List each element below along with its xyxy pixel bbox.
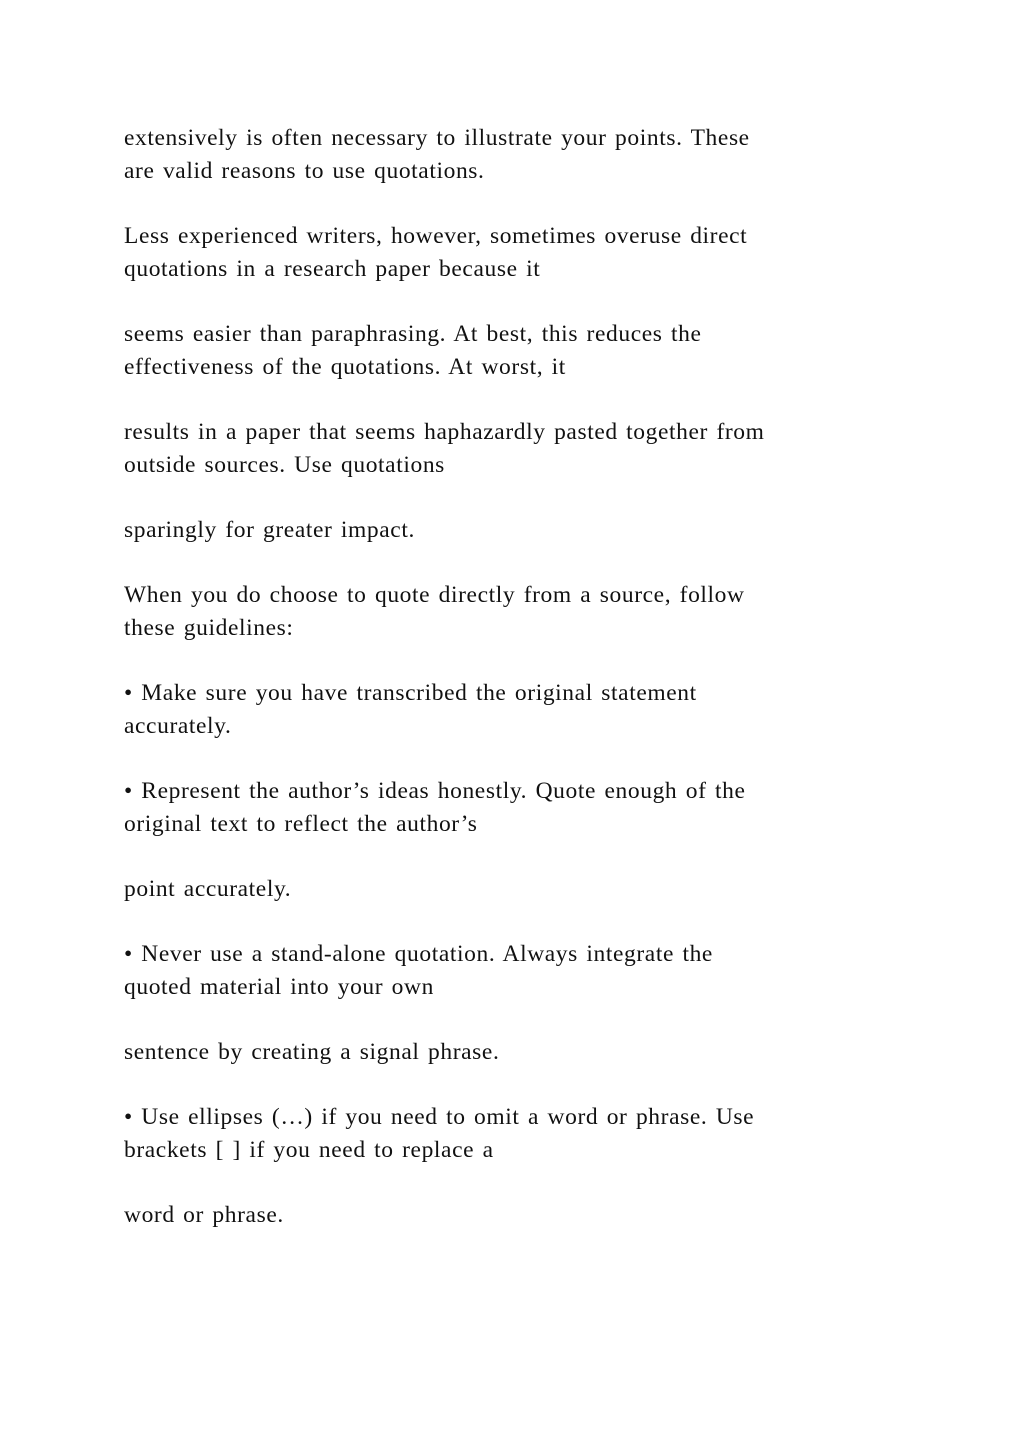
paragraph-line: brackets [ ] if you need to replace a — [124, 1137, 494, 1163]
paragraph-4 — [124, 416, 904, 482]
paragraph-line: quotations in a research paper because it — [124, 256, 541, 282]
paragraph-5 — [124, 514, 904, 547]
paragraph-2 — [124, 220, 904, 286]
paragraph-line: sentence by creating a signal phrase. — [124, 1039, 500, 1065]
paragraph-line: • Make sure you have transcribed the original statement — [124, 680, 697, 706]
bullet-item-4 — [124, 1101, 904, 1167]
paragraph-line: these guidelines: — [124, 615, 294, 641]
paragraph-continuation — [124, 873, 904, 906]
paragraph-continuation — [124, 1199, 904, 1232]
paragraph-line: original text to reflect the author’s — [124, 811, 478, 837]
paragraph-line: accurately. — [124, 713, 232, 739]
paragraph-line: outside sources. Use quotations — [124, 452, 445, 478]
paragraph-line: Less experienced writers, however, sometimes overuse direct — [124, 223, 748, 249]
paragraph-1 — [124, 122, 904, 188]
paragraph-line: are valid reasons to use quotations. — [124, 158, 485, 184]
paragraph-3 — [124, 318, 904, 384]
paragraph-line: sparingly for greater impact. — [124, 517, 415, 543]
paragraph-line: effectiveness of the quotations. At worst, it — [124, 354, 566, 380]
paragraph-6 — [124, 579, 904, 645]
body-text — [124, 122, 904, 1264]
paragraph-line: extensively is often necessary to illustrate your points. These — [124, 125, 750, 151]
paragraph-line: • Use ellipses (…) if you need to omit a word or phrase. Use — [124, 1104, 755, 1130]
paragraph-line: seems easier than paraphrasing. At best, this reduces the — [124, 321, 702, 347]
paragraph-line: • Represent the author’s ideas honestly. Quote enough of the — [124, 778, 746, 804]
bullet-item-1 — [124, 677, 904, 743]
paragraph-continuation — [124, 1036, 904, 1069]
paragraph-line: quoted material into your own — [124, 974, 434, 1000]
paragraph-line: word or phrase. — [124, 1202, 284, 1228]
bullet-item-3 — [124, 938, 904, 1004]
paragraph-line: results in a paper that seems haphazardly pasted together from — [124, 419, 765, 445]
bullet-item-2 — [124, 775, 904, 841]
paragraph-line: When you do choose to quote directly from a source, follow — [124, 582, 745, 608]
paragraph-line: point accurately. — [124, 876, 292, 902]
paragraph-line: • Never use a stand-alone quotation. Always integrate the — [124, 941, 713, 967]
